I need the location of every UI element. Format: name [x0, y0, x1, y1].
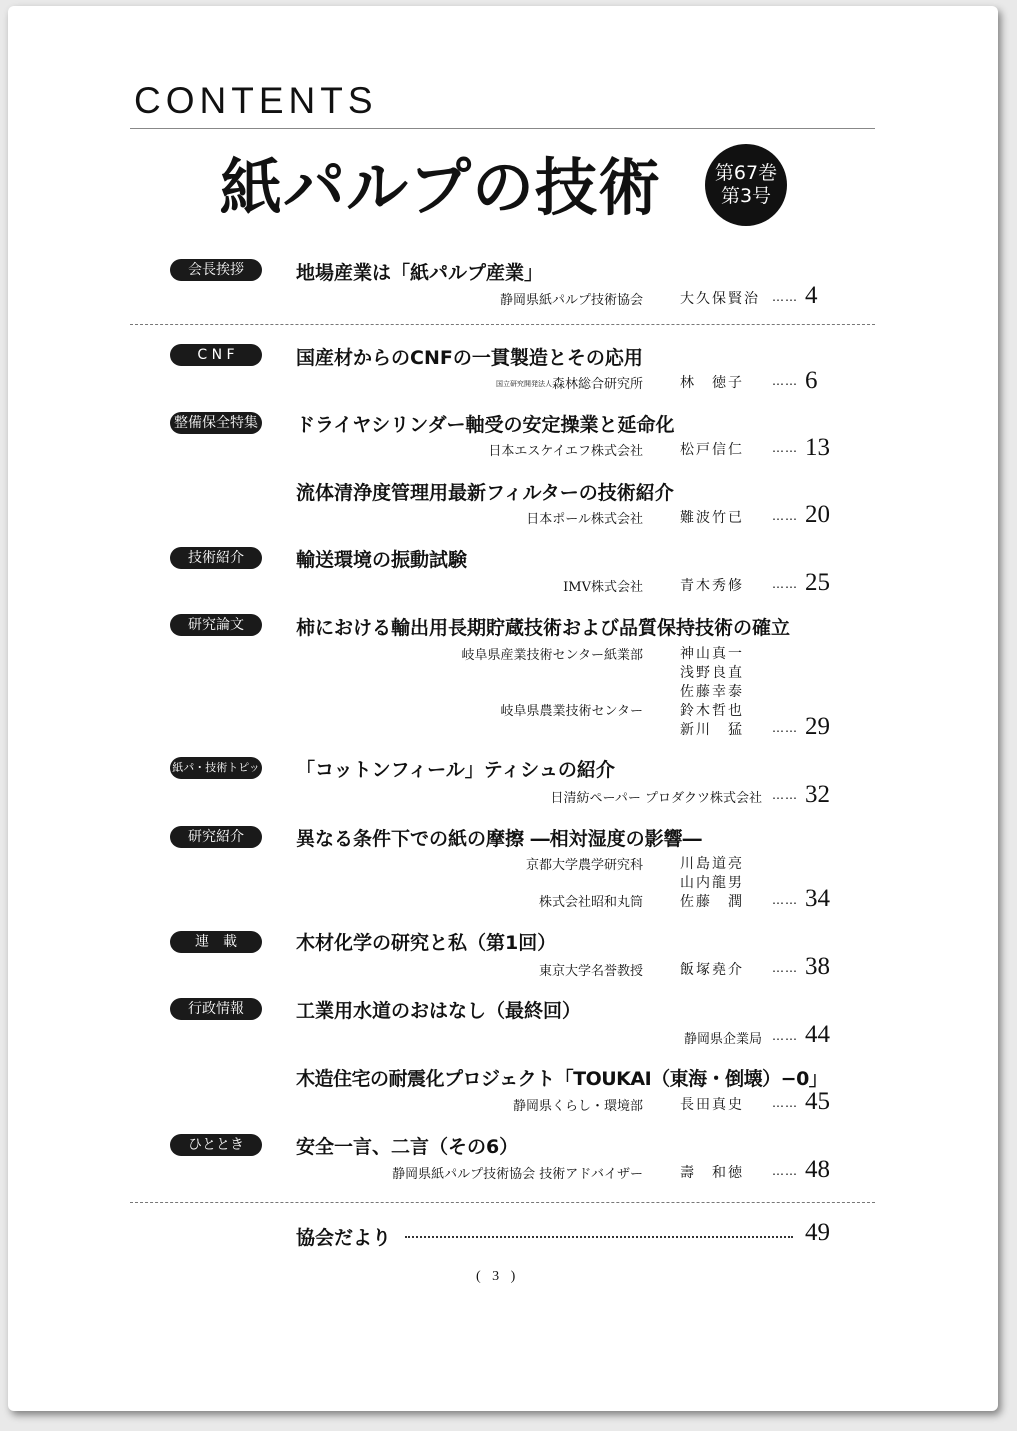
- category-badge: 研究論文: [170, 614, 262, 636]
- article-title[interactable]: 「コットンフィール」ティシュの紹介: [296, 759, 615, 781]
- article-author: 青木秀修: [680, 578, 744, 594]
- article-title[interactable]: 異なる条件下での紙の摩擦 ―相対湿度の影響―: [296, 828, 702, 850]
- article-title[interactable]: ドライヤシリンダー軸受の安定操業と延命化: [296, 414, 675, 436]
- association-news-title[interactable]: 協会だより: [296, 1227, 392, 1249]
- org-prefix: 国立研究開発法人: [495, 380, 552, 388]
- dot-leader: ……: [772, 509, 798, 523]
- article-org: 岐阜県農業技術センター: [500, 704, 643, 719]
- dot-leader: ……: [772, 374, 798, 388]
- article-org: 京都大学農学研究科: [525, 858, 643, 873]
- article-org: 静岡県紙パルプ技術協会 技術アドバイザー: [392, 1167, 643, 1182]
- article-title[interactable]: 木造住宅の耐震化プロジェクト「TOUKAI（東海・倒壊）−0」: [296, 1068, 828, 1090]
- dot-leader: ……: [772, 961, 798, 975]
- article-author: 山内龍男: [680, 875, 744, 891]
- volume-issue-badge: [705, 144, 787, 226]
- article-org: 静岡県企業局: [683, 1032, 762, 1047]
- article-org: [496, 373, 643, 392]
- article-org: 日本エスケイエフ株式会社: [488, 444, 643, 459]
- dot-leader: ……: [772, 893, 798, 907]
- article-author: 神山真一: [680, 646, 744, 662]
- article-author: 難波竹已: [680, 510, 744, 526]
- page-number: 25: [805, 569, 830, 596]
- dot-leader: ……: [772, 721, 798, 735]
- dot-leader: ……: [772, 441, 798, 455]
- dot-leader: ……: [772, 290, 798, 304]
- category-badge: 行政情報: [170, 998, 262, 1020]
- page-number: 32: [805, 781, 830, 808]
- magazine-title: 紙パルプの技術: [220, 151, 662, 224]
- article-title[interactable]: 流体清浄度管理用最新フィルターの技術紹介: [296, 482, 674, 504]
- article-author: 新川 猛: [680, 722, 744, 738]
- dot-leader: [405, 1236, 793, 1238]
- page-number: 13: [805, 434, 830, 461]
- category-badge: 技術紹介: [170, 547, 262, 569]
- category-badge: ひととき: [170, 1134, 262, 1156]
- article-title[interactable]: 柿における輸出用長期貯蔵技術および品質保持技術の確立: [296, 617, 791, 639]
- category-badge: 研究紹介: [170, 826, 262, 848]
- category-badge: 会長挨拶: [170, 259, 262, 281]
- article-org: IMV株式会社: [563, 580, 643, 595]
- article-title[interactable]: 輸送環境の振動試験: [296, 549, 468, 571]
- article-author: 浅野良直: [680, 665, 744, 681]
- article-title[interactable]: 木材化学の研究と私（第1回）: [296, 932, 557, 954]
- article-org: 株式会社昭和丸筒: [538, 895, 643, 910]
- dot-leader: ……: [772, 1164, 798, 1178]
- article-author: 飯塚堯介: [680, 962, 744, 978]
- page-number: 44: [805, 1021, 830, 1048]
- page-number: 34: [805, 885, 830, 912]
- header-rule: [130, 128, 875, 129]
- article-title[interactable]: 安全一言、二言（その6）: [296, 1136, 519, 1158]
- article-org: 東京大学名誉教授: [538, 964, 643, 979]
- article-title[interactable]: 地場産業は「紙パルプ産業」: [296, 262, 544, 284]
- issue-label: 第3号: [720, 185, 772, 207]
- category-badge: C N F: [170, 344, 262, 366]
- dot-leader: ……: [772, 788, 798, 802]
- article-author: 大久保賢治: [680, 291, 760, 307]
- article-author: 佐藤 潤: [680, 894, 744, 910]
- page-number: 49: [805, 1219, 830, 1246]
- page-number: 20: [805, 501, 830, 528]
- article-author: 佐藤幸泰: [680, 684, 744, 700]
- dot-leader: ……: [772, 1096, 798, 1110]
- article-author: 壽 和徳: [680, 1165, 744, 1181]
- article-title[interactable]: 国産材からのCNFの一貫製造とその応用: [296, 347, 643, 369]
- category-badge: 連 載: [170, 931, 262, 953]
- article-org: 日清紡ペーパー プロダクツ株式会社: [550, 791, 762, 806]
- org-name: 森林総合研究所: [551, 377, 643, 392]
- article-org: 静岡県くらし・環境部: [512, 1099, 643, 1114]
- section-divider: [130, 1202, 875, 1203]
- category-badge: 紙パ・技術トピック: [170, 757, 262, 779]
- page-number: 38: [805, 953, 830, 980]
- article-title[interactable]: 工業用水道のおはなし（最終回）: [296, 1000, 582, 1022]
- volume-label: 第67巻: [714, 162, 778, 184]
- folio: ( 3 ): [476, 1269, 520, 1284]
- dot-leader: ……: [772, 577, 798, 591]
- section-divider: [130, 324, 875, 325]
- article-author: 林 徳子: [680, 375, 744, 391]
- page-number: 48: [805, 1156, 830, 1183]
- article-author: 長田真史: [680, 1097, 744, 1113]
- page-number: 4: [805, 282, 818, 309]
- article-org: 日本ポール株式会社: [526, 512, 643, 527]
- article-author: 鈴木哲也: [680, 703, 744, 719]
- dot-leader: ……: [772, 1029, 798, 1043]
- article-org: 岐阜県産業技術センター紙業部: [461, 648, 643, 663]
- page-number: 29: [805, 713, 830, 740]
- article-author: 川島道亮: [680, 856, 744, 872]
- article-org: 静岡県紙パルプ技術協会: [499, 293, 643, 308]
- contents-heading: CONTENTS: [134, 80, 378, 121]
- page: [8, 6, 998, 1411]
- page-number: 45: [805, 1088, 830, 1115]
- page-number: 6: [805, 367, 818, 394]
- article-author: 松戸信仁: [680, 442, 744, 458]
- category-badge: 整備保全特集: [170, 412, 262, 434]
